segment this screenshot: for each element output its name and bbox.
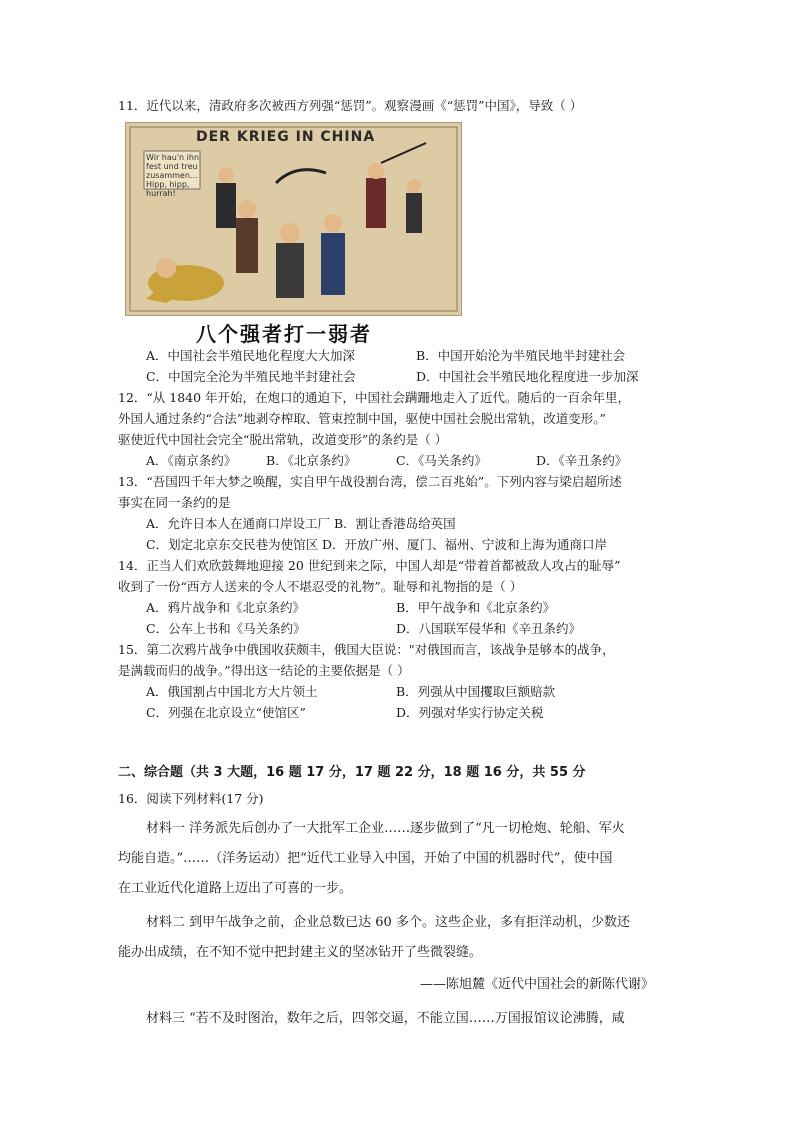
q13-options-cd: C．划定北京东交民巷为使馆区 D．开放广州、厦门、福州、宁波和上海为通商口岸 xyxy=(146,537,608,552)
q14-option-c: C．公车上书和《马关条约》 xyxy=(146,621,306,636)
q14-option-b: B．甲午战争和《北京条约》 xyxy=(396,600,556,615)
cartoon-drawing xyxy=(126,123,461,315)
q14-option-d: D．八国联军侵华和《辛丑条约》 xyxy=(396,621,582,636)
material-1-line-2: 均能自造。”……（洋务运动）把“近代工业导入中国，开始了中国的机器时代”，使中国 xyxy=(118,851,613,866)
q14-line-1: 14．正当人们欢欣鼓舞地迎接 20 世纪到来之际，中国人却是“带着首都被敌人攻占的耻辱” xyxy=(118,558,621,573)
cartoon-image xyxy=(125,122,462,316)
material-3-line-1: 材料三 “若不及时图治，数年之后，四邻交逼，不能立国……万国报馆议论沸腾，咸 xyxy=(146,1011,625,1026)
material-2-source: ——陈旭麓《近代中国社会的新陈代谢》 xyxy=(420,977,655,992)
q12-line-2: 外国人通过条约“合法”地剥夺榨取、管束控制中国，驱使中国社会脱出常轨，改道变形。” xyxy=(118,411,606,426)
material-1-line-3: 在工业近代化道路上迈出了可喜的一步。 xyxy=(118,881,353,896)
q12-option-c: C．《马关条约》 xyxy=(396,453,487,468)
q15-line-2: 是满载而归的战争。”得出这一结论的主要依据是（ ） xyxy=(118,663,410,678)
q14-line-2: 收到了一份“西方人送来的令人不堪忍受的礼物”。耻辱和礼物指的是（ ） xyxy=(118,579,523,594)
q12-option-d: D．《辛丑条约》 xyxy=(536,453,628,468)
q11-option-a: A．中国社会半殖民地化程度大大加深 xyxy=(146,348,356,363)
cartoon-title: DER KRIEG IN CHINA xyxy=(196,129,376,145)
material-2-line-1: 材料二 到甲午战争之前，企业总数已达 60 多个。这些企业，多有拒洋动机，少数还 xyxy=(146,915,630,930)
q15-line-1: 15．第二次鸦片战争中俄国收获颇丰，俄国大臣说："对俄国而言，该战争是够本的战争， xyxy=(118,642,615,657)
q15-option-b: B．列强从中国攫取巨额赔款 xyxy=(396,684,556,699)
q12-option-b: B．《北京条约》 xyxy=(266,453,357,468)
q13-line-1: 13．“吾国四千年大梦之唤醒，实自甲午战役割台湾，偿二百兆始”。下列内容与梁启超所述 xyxy=(118,474,622,489)
material-1-line-1: 材料一 洋务派先后创办了一大批军工企业……逐步做到了“凡一切枪炮、轮船、军火 xyxy=(146,821,625,836)
cartoon-speech: Wir hau'n ihn fest und treu zusammen... Hipp, hipp, hurrah! xyxy=(146,153,200,198)
section-2-title: 二、综合题（共 3 大题，16 题 17 分，17 题 22 分，18 题 16 分，共 55 分 xyxy=(118,765,586,780)
material-2-line-2: 能办出成绩，在不知不觉中把封建主义的坚冰钻开了些微裂缝。 xyxy=(118,945,483,960)
q15-option-c: C．列强在北京设立“使馆区” xyxy=(146,705,306,720)
q15-option-a: A．俄国割占中国北方大片领土 xyxy=(146,684,318,699)
q12-line-3: 驱使近代中国社会完全“脱出常轨，改道变形”的条约是（ ） xyxy=(118,432,448,447)
cartoon-caption: 八个强者打一弱者 xyxy=(196,322,372,346)
q15-option-d: D．列强对华实行协定关税 xyxy=(396,705,544,720)
q11-option-b: B．中国开始沦为半殖民地半封建社会 xyxy=(416,348,626,363)
q11-stem: 11．近代以来，清政府多次被西方列强“惩罚”。观察漫画《“惩罚”中国》，导致（ ） xyxy=(118,98,583,113)
q14-option-a: A．鸦片战争和《北京条约》 xyxy=(146,600,306,615)
q13-options-ab: A．允许日本人在通商口岸设工厂 B．割让香港岛给英国 xyxy=(146,516,456,531)
q13-line-2: 事实在同一条约的是 xyxy=(118,495,231,510)
q11-option-c: C．中国完全沦为半殖民地半封建社会 xyxy=(146,369,356,384)
q16-heading: 16．阅读下列材料(17 分) xyxy=(118,791,264,806)
q11-option-d: D．中国社会半殖民地化程度进一步加深 xyxy=(416,369,639,384)
q12-line-1: 12．“从 1840 年开始，在炮口的通迫下，中国社会蹒跚地走入了近代。随后的一百余年里， xyxy=(118,390,631,405)
q12-option-a: A．《南京条约》 xyxy=(146,453,237,468)
